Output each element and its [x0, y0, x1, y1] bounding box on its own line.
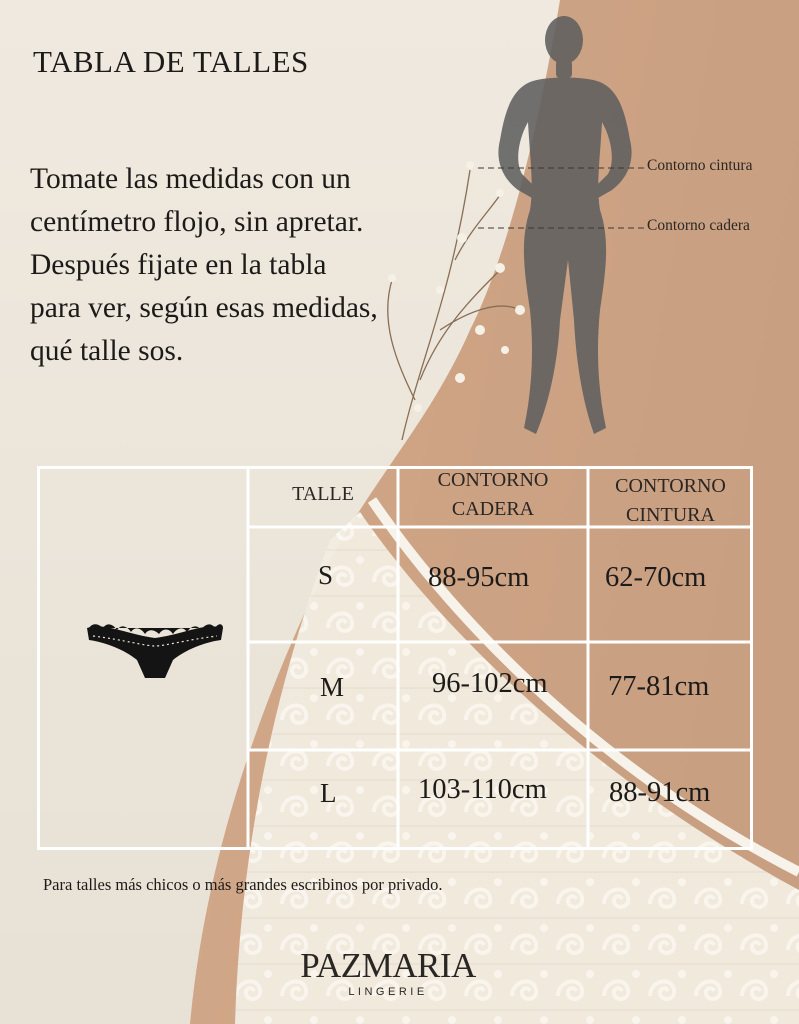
- panty-icon: [85, 616, 225, 684]
- brand-logo: [290, 946, 486, 998]
- size-cell: M: [320, 672, 345, 702]
- intro-line: Tomate las medidas con un: [30, 163, 351, 195]
- hip-measure-label: Contorno cadera: [647, 217, 750, 234]
- size-cell: S: [318, 560, 334, 590]
- waist-cell: 62-70cm: [605, 562, 707, 593]
- waist-measure-label: Contorno cintura: [647, 157, 753, 174]
- intro-line: centímetro flojo, sin apretar.: [30, 206, 364, 238]
- footnote: Para talles más chicos o más grandes escribinos por privado.: [43, 875, 443, 894]
- header-waist-line: CINTURA: [626, 504, 715, 526]
- header-hip-line: CADERA: [451, 498, 535, 520]
- size-cell: L: [320, 778, 337, 808]
- header-waist-line: CONTORNO: [615, 475, 726, 497]
- intro-line: Después fijate en la tabla: [30, 249, 327, 281]
- hip-cell: 103-110cm: [418, 774, 547, 805]
- header-size-label: TALLE: [292, 483, 354, 505]
- intro-text: [30, 158, 450, 373]
- header-waist: [588, 472, 753, 530]
- hip-cell: 96-102cm: [432, 668, 548, 699]
- hip-cell: 88-95cm: [428, 562, 530, 593]
- waist-cell: 77-81cm: [608, 671, 710, 702]
- header-hip: [398, 466, 588, 524]
- waist-cell: 88-91cm: [609, 777, 711, 808]
- intro-line: para ver, según esas medidas,: [30, 292, 378, 324]
- brand-subtitle: LINGERIE: [348, 986, 428, 998]
- brand-name: PAZMARIA: [300, 946, 476, 985]
- header-hip-line: CONTORNO: [437, 469, 549, 491]
- intro-line: qué talle sos.: [30, 335, 184, 367]
- measurement-lines: [478, 160, 648, 240]
- page-title: TABLA DE TALLES: [33, 44, 309, 79]
- header-size: [248, 480, 398, 509]
